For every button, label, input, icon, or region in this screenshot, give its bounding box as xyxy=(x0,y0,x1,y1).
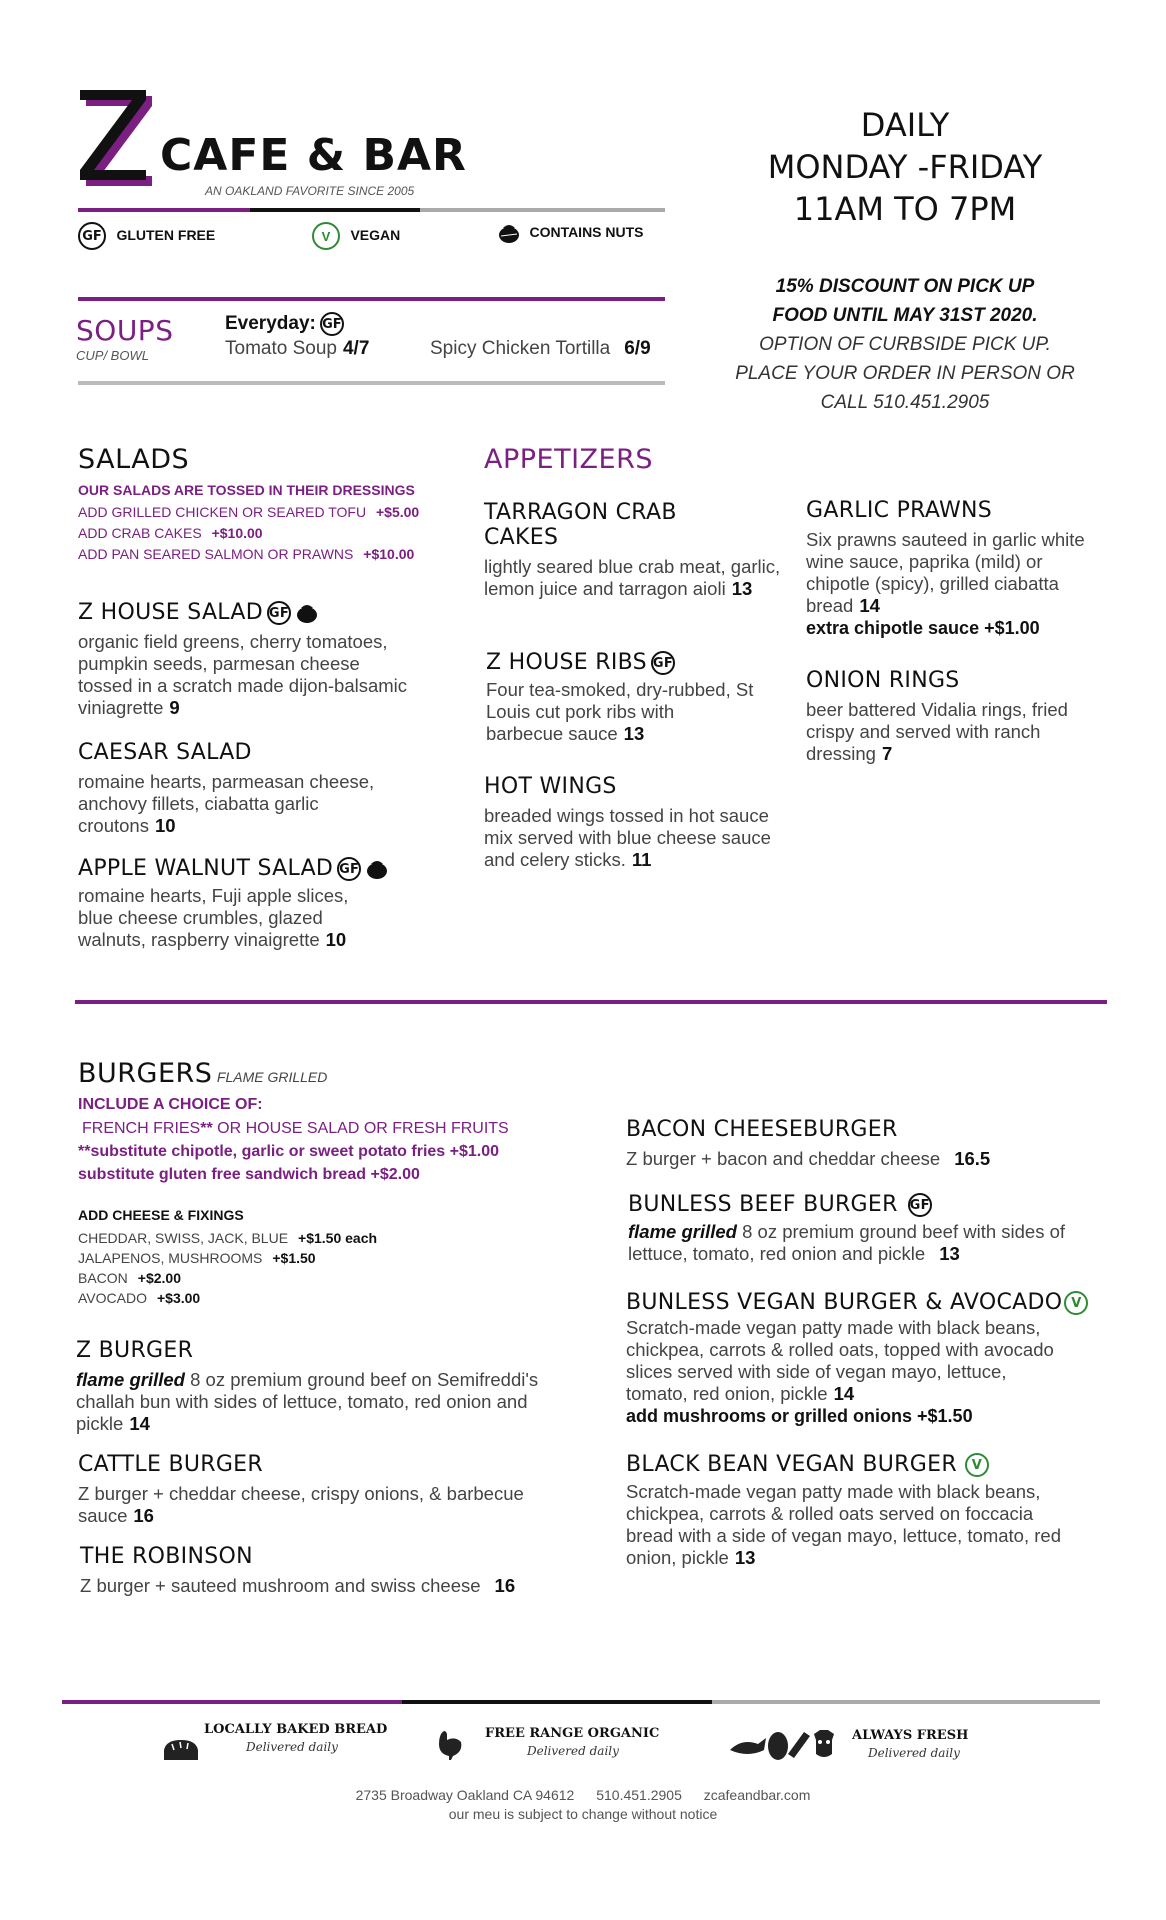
item-name: THE ROBINSON xyxy=(80,1544,253,1569)
item-desc: breaded wings tossed in hot sauce mix served with blue cheese sauce and celery sticks. xyxy=(484,805,771,870)
item-desc-row xyxy=(78,885,378,951)
item-desc: romaine hearts, Fuji apple slices, blue cheese crumbles, glazed walnuts, raspberry vinaigrette xyxy=(78,885,349,950)
item-desc-row xyxy=(80,1575,580,1597)
legend-gluten-free-label: GLUTEN FREE xyxy=(116,227,216,244)
burgers-subtitle: FLAME GRILLED xyxy=(216,1069,328,1085)
footer-organic-sub: Delivered daily xyxy=(527,1744,619,1758)
soup-item-tortilla xyxy=(430,338,651,360)
appetizer-item-ribs xyxy=(486,650,776,745)
promo-line-1: OPTION OF CURBSIDE PICK UP. xyxy=(759,334,1051,355)
addon-label: ADD GRILLED CHICKEN OR SEARED TOFU xyxy=(78,504,367,520)
burger-item-black-bean xyxy=(626,1452,1086,1569)
appetizers-title: APPETIZERS xyxy=(484,444,654,475)
fixing-label: JALAPENOS, MUSHROOMS xyxy=(78,1250,263,1266)
soup-item-tomato xyxy=(225,338,369,360)
item-name: TARRAGON CRAB CAKES xyxy=(484,500,677,550)
promo-line-3: CALL 510.451.2905 xyxy=(820,392,990,413)
footer-rule-purple xyxy=(62,1700,402,1704)
fixing-price: +$3.00 xyxy=(156,1290,201,1306)
fixing-label: AVOCADO xyxy=(78,1290,147,1306)
fixing-price: +$1.50 each xyxy=(298,1230,378,1246)
addon-price: +$10.00 xyxy=(211,525,263,541)
soups-rule-bottom xyxy=(78,381,665,385)
salad-item-apple-walnut xyxy=(78,856,418,951)
item-desc: Z burger + cheddar cheese, crispy onions, & barbecue sauce xyxy=(78,1483,524,1526)
chicken-icon xyxy=(435,1728,465,1762)
header-rule-grey xyxy=(420,208,665,212)
item-name: BUNLESS VEGAN BURGER & AVOCADO xyxy=(626,1290,1063,1315)
burger-item-bunless-vegan xyxy=(626,1290,1106,1427)
item-price: 13 xyxy=(731,578,753,599)
salad-addon xyxy=(78,544,419,565)
brand-name: CAFE & BAR xyxy=(160,130,467,181)
item-name-row xyxy=(78,600,418,625)
z-logo-icon xyxy=(78,90,168,190)
legend-vegan-label: VEGAN xyxy=(350,227,401,244)
salad-addon xyxy=(78,502,419,523)
item-name-row xyxy=(626,1290,1106,1315)
footer-contact xyxy=(0,1787,1166,1803)
item-price: 16 xyxy=(133,1505,154,1526)
item-name-row xyxy=(626,1452,1086,1477)
footer-badge-organic xyxy=(435,1722,675,1768)
footer-bread-sub: Delivered daily xyxy=(246,1740,338,1754)
hours xyxy=(730,104,1080,230)
gluten-free-icon: GF xyxy=(337,857,361,881)
fixing-label: CHEDDAR, SWISS, JACK, BLUE xyxy=(78,1230,289,1246)
burgers-include: INCLUDE A CHOICE OF: xyxy=(78,1096,263,1113)
item-price: 13 xyxy=(623,723,645,744)
legend-nuts-label: CONTAINS NUTS xyxy=(529,224,644,241)
item-name: CATTLE BURGER xyxy=(78,1452,263,1477)
addon-label: ADD PAN SEARED SALMON OR PRAWNS xyxy=(78,546,354,562)
fresh-produce-icon xyxy=(728,1724,838,1764)
burgers-title: BURGERS xyxy=(78,1058,213,1089)
soups-subtitle: CUP/ BOWL xyxy=(76,348,149,363)
item-name: Z BURGER xyxy=(76,1338,194,1363)
bread-icon xyxy=(162,1734,200,1762)
item-name: GARLIC PRAWNS xyxy=(806,498,993,523)
soups-rule-top xyxy=(78,297,665,301)
gluten-free-icon: GF xyxy=(78,222,106,250)
item-name-row xyxy=(486,650,776,675)
choice-rest: OR HOUSE SALAD OR FRESH FRUITS xyxy=(212,1120,509,1137)
fixing-price: +$1.50 xyxy=(272,1250,316,1266)
item-name: ONION RINGS xyxy=(806,668,960,693)
addon-price: +$10.00 xyxy=(363,546,415,562)
hours-line-1: DAILY xyxy=(860,106,950,144)
fixing-label: BACON xyxy=(78,1270,128,1286)
legend-gluten-free xyxy=(78,222,215,250)
footer-phone[interactable]: 510.451.2905 xyxy=(596,1787,682,1803)
footer-website[interactable]: zcafeandbar.com xyxy=(703,1787,811,1803)
item-desc-row xyxy=(78,771,408,837)
item-price: 9 xyxy=(169,697,180,718)
footer-rule-grey xyxy=(712,1700,1100,1704)
vegan-icon: V xyxy=(1064,1291,1088,1315)
header-rule-purple xyxy=(78,208,250,212)
burgers-heading xyxy=(78,1058,327,1089)
item-extra: extra chipotle sauce +$1.00 xyxy=(806,618,1040,638)
item-name: Z HOUSE SALAD xyxy=(78,600,263,625)
salads-title: SALADS xyxy=(78,444,190,475)
fixing-item xyxy=(78,1248,377,1268)
item-name: BACON CHEESEBURGER xyxy=(626,1117,898,1142)
item-desc: 8 oz premium ground beef on Semifreddi's challah bun with sides of lettuce, tomato, red onion and pickle xyxy=(76,1369,539,1434)
item-desc: Scratch-made vegan patty made with black beans, chickpea, carrots & rolled oats served on foccacia bread with a side of vegan mayo, lettuce, tomato, red onion, pickle xyxy=(626,1481,1061,1568)
item-desc-row xyxy=(78,631,418,719)
item-em: flame grilled xyxy=(628,1221,737,1242)
fixings-list xyxy=(78,1228,377,1308)
appetizer-item-garlic-prawns xyxy=(806,498,1106,639)
logo xyxy=(78,90,168,190)
addon-label: ADD CRAB CAKES xyxy=(78,525,202,541)
legend-nuts xyxy=(493,222,644,244)
item-desc-row xyxy=(78,1483,568,1527)
burgers-choices xyxy=(82,1120,509,1138)
footer-bread-title: LOCALLY BAKED BREAD xyxy=(204,1722,388,1737)
soup-item-name: Tomato Soup xyxy=(225,338,337,359)
item-name: Z HOUSE RIBS xyxy=(486,650,647,675)
item-price: 14 xyxy=(833,1383,855,1404)
footer-badge-bread xyxy=(162,1722,392,1768)
gluten-free-icon: GF xyxy=(651,651,675,675)
item-desc: beer battered Vidalia rings, fried crispy and served with ranch dressing xyxy=(806,699,1068,764)
item-desc-row xyxy=(484,805,794,871)
hours-line-3: 11AM TO 7PM xyxy=(793,190,1017,228)
promo xyxy=(730,272,1080,417)
item-price: 14 xyxy=(859,595,880,616)
fixing-item xyxy=(78,1288,377,1308)
item-extra: add mushrooms or grilled onions +$1.50 xyxy=(626,1406,973,1426)
item-desc: Six prawns sauteed in garlic white wine sauce, paprika (mild) or chipotle (spicy), grilled ciabatta bread xyxy=(806,529,1085,616)
choice-fries: FRENCH FRIES xyxy=(82,1120,201,1137)
vegan-icon: V xyxy=(965,1453,989,1477)
addon-price: +$5.00 xyxy=(375,504,420,520)
appetizer-item-hot-wings xyxy=(484,774,794,871)
item-desc: organic field greens, cherry tomatoes, pumpkin seeds, parmesan cheese tossed in a scratch made dijon-balsamic viniagrette xyxy=(78,631,408,718)
item-price: 13 xyxy=(734,1547,756,1568)
soup-item-name: Spicy Chicken Tortilla xyxy=(430,338,611,359)
nut-icon xyxy=(497,222,521,244)
gluten-free-icon: GF xyxy=(908,1193,932,1217)
burger-item-bunless-beef xyxy=(628,1192,1078,1265)
item-price: 16 xyxy=(494,1575,516,1596)
appetizer-item-onion-rings xyxy=(806,668,1106,765)
item-desc-row xyxy=(626,1481,1066,1569)
footer-fresh-sub: Delivered daily xyxy=(868,1746,960,1760)
footer-fresh-title: ALWAYS FRESH xyxy=(852,1728,969,1743)
item-name-row xyxy=(78,856,418,881)
gluten-free-icon: GF xyxy=(320,312,344,336)
item-desc: romaine hearts, parmeasan cheese, anchovy fillets, ciabatta garlic croutons xyxy=(78,771,375,836)
burger-item-bacon-cheeseburger xyxy=(626,1117,1086,1170)
item-name: BLACK BEAN VEGAN BURGER xyxy=(626,1452,957,1477)
footer-badge-fresh xyxy=(728,1720,1108,1770)
soups-everyday-label: Everyday: xyxy=(225,313,316,335)
fixing-price: +$2.00 xyxy=(137,1270,182,1286)
item-price: 11 xyxy=(631,849,652,870)
item-desc-row xyxy=(626,1148,1086,1170)
footer-note: our meu is subject to change without notice xyxy=(448,1806,718,1822)
burger-item-cattle xyxy=(78,1452,578,1527)
item-price: 16.5 xyxy=(954,1148,991,1169)
item-desc: Z burger + sauteed mushroom and swiss cheese xyxy=(80,1575,481,1596)
footer-organic-title: FREE RANGE ORGANIC xyxy=(485,1726,660,1741)
gluten-free-icon: GF xyxy=(267,601,291,625)
section-divider xyxy=(75,1000,1107,1004)
item-price: 10 xyxy=(154,815,176,836)
item-desc-row xyxy=(626,1317,1066,1405)
item-desc: Scratch-made vegan patty made with black beans, chickpea, carrots & rolled oats, topped with avocado slices served with side of vegan mayo, lettuce, tomato, red onion, pickle xyxy=(626,1317,1054,1404)
salad-item-z-house xyxy=(78,600,418,719)
soup-item-price: 6/9 xyxy=(624,338,651,359)
cow-icon xyxy=(814,1730,834,1757)
item-desc-row xyxy=(806,529,1106,617)
item-desc-row xyxy=(806,699,1096,765)
fixing-item xyxy=(78,1268,377,1288)
nut-icon xyxy=(295,602,319,624)
nut-icon xyxy=(365,858,389,880)
promo-bold-2: FOOD UNTIL MAY 31ST 2020. xyxy=(772,305,1038,326)
item-name: HOT WINGS xyxy=(484,774,617,799)
item-price: 14 xyxy=(129,1413,150,1434)
salad-item-caesar xyxy=(78,740,408,837)
item-desc: Z burger + bacon and cheddar cheese xyxy=(626,1148,941,1169)
salad-addon xyxy=(78,523,419,544)
item-em: flame grilled xyxy=(76,1369,185,1390)
item-price: 10 xyxy=(325,929,347,950)
item-desc: lightly seared blue crab meat, garlic, lemon juice and tarragon aioli xyxy=(484,556,781,599)
salads-note: OUR SALADS ARE TOSSED IN THEIR DRESSINGS xyxy=(78,482,415,498)
item-desc-row xyxy=(628,1221,1068,1265)
item-desc: 8 oz premium ground beef with sides of lettuce, tomato, red onion and pickle xyxy=(628,1221,1066,1264)
fixing-item xyxy=(78,1228,377,1248)
hours-line-2: MONDAY -FRIDAY xyxy=(767,148,1043,186)
promo-bold-1: 15% DISCOUNT ON PICK UP xyxy=(775,276,1035,297)
item-desc-row xyxy=(76,1369,576,1435)
footer-address: 2735 Broadway Oakland CA 94612 xyxy=(355,1787,575,1803)
tagline: AN OAKLAND FAVORITE SINCE 2005 xyxy=(205,184,415,198)
item-desc-row xyxy=(486,679,756,745)
vegan-icon: V xyxy=(312,222,340,250)
soup-item-price: 4/7 xyxy=(342,338,370,359)
promo-line-2: PLACE YOUR ORDER IN PERSON OR xyxy=(735,363,1075,384)
legend-vegan xyxy=(312,222,400,250)
burgers-sub1: **substitute chipotle, garlic or sweet potato fries +$1.00 xyxy=(78,1143,500,1160)
footer-rule-dark xyxy=(402,1700,712,1704)
fixings-title: ADD CHEESE & FIXINGS xyxy=(78,1207,244,1223)
burgers-sub2: substitute gluten free sandwich bread +$2.00 xyxy=(78,1166,420,1183)
item-desc: Four tea-smoked, dry-rubbed, St Louis cut pork ribs with barbecue sauce xyxy=(486,679,754,744)
item-name-row xyxy=(628,1192,1078,1217)
header-rule-dark xyxy=(250,208,420,212)
item-name: APPLE WALNUT SALAD xyxy=(78,856,334,881)
salads-addons xyxy=(78,502,419,565)
burger-item-robinson xyxy=(80,1544,580,1597)
item-price: 13 xyxy=(939,1243,960,1264)
item-name: BUNLESS BEEF BURGER xyxy=(628,1192,898,1217)
burger-item-z-burger xyxy=(76,1338,576,1435)
legend xyxy=(78,222,668,256)
soups-title: SOUPS xyxy=(76,314,174,347)
item-price: 7 xyxy=(881,743,893,764)
choice-star: ** xyxy=(200,1120,213,1137)
appetizer-item-crab-cakes xyxy=(484,500,784,600)
item-name: CAESAR SALAD xyxy=(78,740,252,765)
soups-everyday xyxy=(225,312,344,336)
item-desc-row xyxy=(484,556,784,600)
